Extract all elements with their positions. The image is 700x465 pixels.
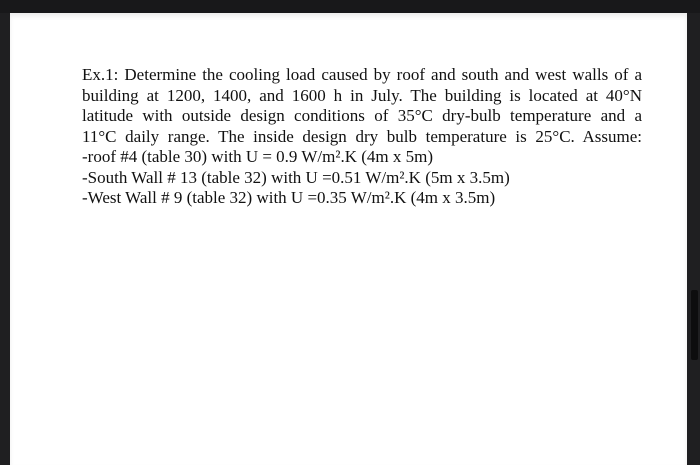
assumption-south-wall: -South Wall # 13 (table 32) with U =0.51 W/m².K (5m x 3.5m) <box>82 167 510 187</box>
problem-line-3: latitude with outside design conditions of 35°C dry-bulb temperature and a <box>82 106 642 125</box>
problem-line-1: Ex.1: Determine the cooling load caused by roof and south and west walls of a <box>82 65 642 84</box>
problem-line-4: 11°C daily range. The inside design dry bulb temperature is 25°C. Assume: <box>82 126 642 146</box>
assumption-west-wall: -West Wall # 9 (table 32) with U =0.35 W/m².K (4m x 3.5m) <box>82 188 496 207</box>
problem-line-2: building at 1200, 1400, and 1600 h in July. The building is located at 40°N <box>82 85 642 105</box>
screen-right-edge <box>687 13 700 465</box>
side-handle[interactable] <box>691 290 698 360</box>
screen-top-bar <box>0 0 700 13</box>
screen-left-edge <box>0 13 10 465</box>
problem-statement <box>82 65 642 209</box>
assumption-roof: -roof #4 (table 30) with U = 0.9 W/m².K (4m x 5m) <box>82 147 434 166</box>
